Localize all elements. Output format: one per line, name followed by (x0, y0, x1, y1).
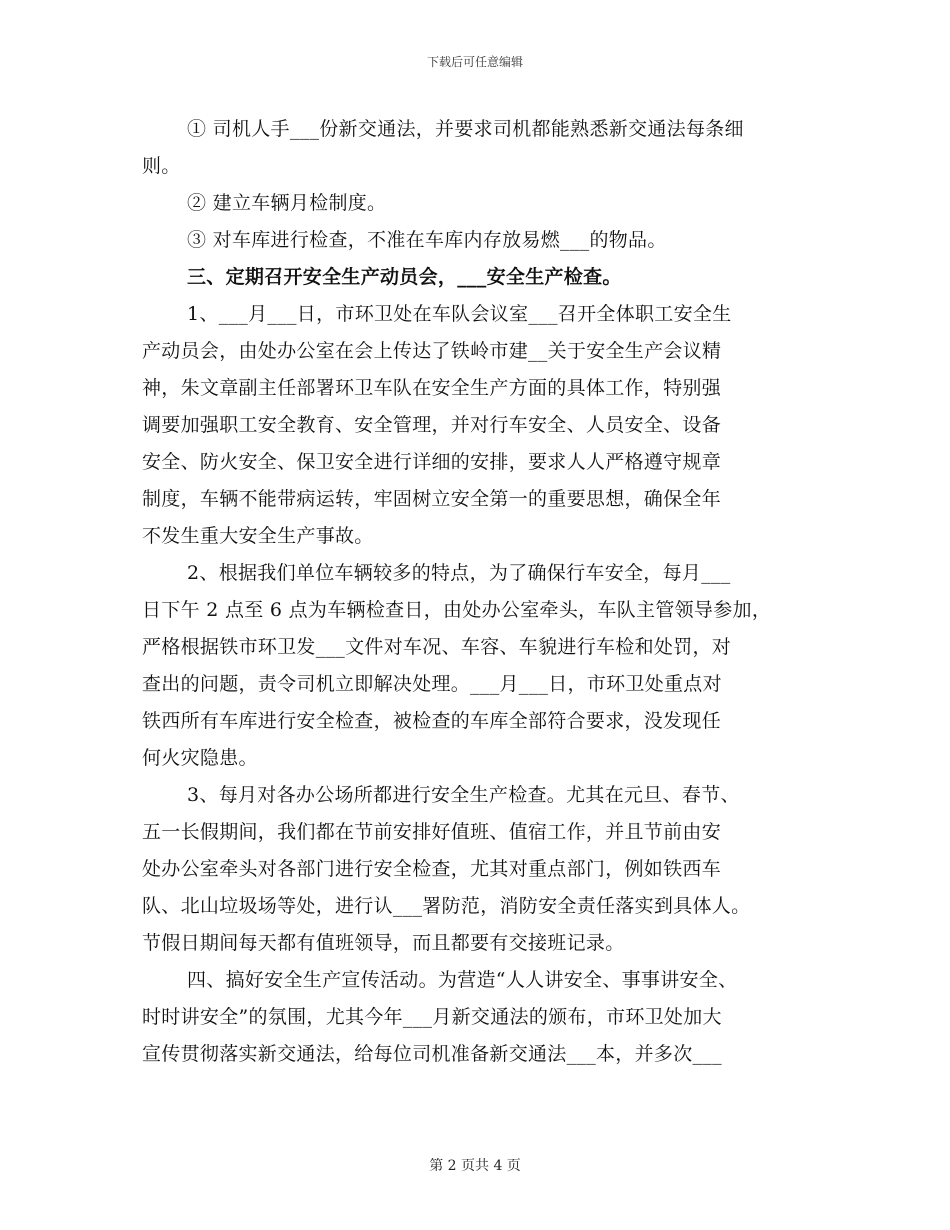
body-line: 时时讲安全”的氛围，尤其今年___月新交通法的颁布，市环卫处加大 (142, 1006, 722, 1028)
body-line: 查出的问题，责令司机立即解决处理。___月___日，市环卫处重点对 (142, 673, 722, 695)
section-heading: 三、定期召开安全生产动员会，___安全生产检查。 (187, 266, 622, 288)
body-line: 处办公室牵头对各部门进行安全检查，尤其对重点部门，例如铁西车 (142, 858, 722, 880)
body-line: 四、搞好安全生产宣传活动。为营造“人人讲安全、事事讲安全、 (187, 969, 738, 991)
body-line: ② 建立车辆月检制度。 (187, 192, 387, 214)
body-line: 3、每月对各办公场所都进行安全生产检查。尤其在元旦、春节、 (187, 784, 740, 806)
body-line: 2、根据我们单位车辆较多的特点，为了确保行车安全，每月___ (187, 562, 731, 584)
body-line: 安全、防火安全、保卫安全进行详细的安排，要求人人严格遵守规章 (142, 451, 722, 473)
body-line: 宣传贯彻落实新交通法，给每位司机准备新交通法___本，并多次___ (142, 1043, 722, 1065)
body-line: 不发生重大安全生产事故。 (142, 525, 374, 547)
body-line: 制度，车辆不能带病运转，牢固树立安全第一的重要思想，确保全年 (142, 488, 722, 510)
page-footer: 第 2 页共 4 页 (429, 1158, 521, 1174)
page-header: 下载后可任意编辑 (426, 55, 523, 69)
body-line: 日下午 2 点至 6 点为车辆检查日，由处办公室牵头，车队主管领导参加， (142, 599, 772, 621)
body-line: 神，朱文章副主任部署环卫车队在安全生产方面的具体工作，特别强 (142, 377, 722, 399)
body-line: 则。 (142, 155, 181, 177)
body-line: 严格根据铁市环卫发___文件对车况、车容、车貌进行车检和处罚，对 (142, 636, 732, 658)
body-line: 何火灾隐患。 (142, 747, 258, 769)
body-line: 1、___月___日，市环卫处在车队会议室___召开全体职工安全生 (187, 303, 732, 325)
body-line: 五一长假期间，我们都在节前安排好值班、值宿工作，并且节前由安 (142, 821, 722, 843)
body-line: ① 司机人手___份新交通法，并要求司机都能熟悉新交通法每条细 (187, 118, 744, 140)
body-line: ③ 对车库进行检查，不准在车库内存放易燃___的物品。 (187, 229, 667, 251)
body-line: 队、北山垃圾场等处，进行认___署防范，消防安全责任落实到具体人。 (142, 895, 751, 917)
body-line: 调要加强职工安全教育、安全管理，并对行车安全、人员安全、设备 (142, 414, 722, 436)
body-line: 节假日期间每天都有值班领导，而且都要有交接班记录。 (142, 932, 625, 954)
body-line: 产动员会，由处办公室在会上传达了铁岭市建__关于安全生产会议精 (142, 340, 722, 362)
body-line: 铁西所有车库进行安全检查，被检查的车库全部符合要求，没发现任 (142, 710, 722, 732)
